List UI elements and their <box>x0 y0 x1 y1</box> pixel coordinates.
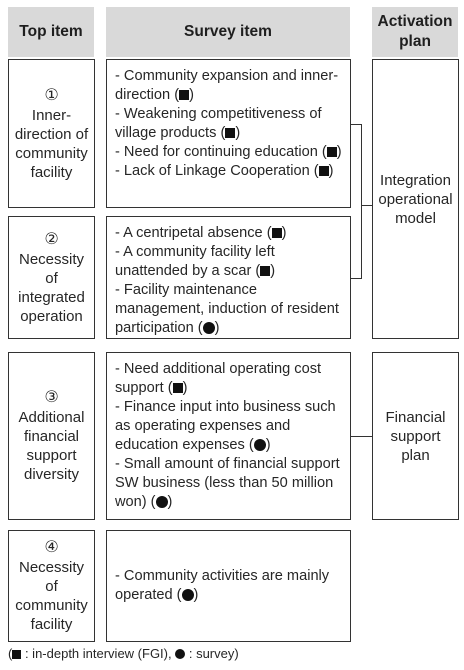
survey-item <box>115 281 344 338</box>
square-marker-icon <box>179 90 189 100</box>
legend-open: ( <box>8 646 13 661</box>
survey-item-text: - Need for continuing education ( <box>115 144 327 160</box>
bracket-vertical <box>361 124 362 279</box>
survey-item <box>115 398 344 455</box>
survey-item-close: ) <box>167 494 173 510</box>
square-marker-icon <box>272 228 282 238</box>
activation-plan-header-label: Activation plan <box>377 13 453 50</box>
survey-item <box>115 360 344 398</box>
top-item-4-number: ④ <box>44 539 59 556</box>
survey-item-close: ) <box>182 380 188 396</box>
survey-item-text: - Need additional operating cost support ( <box>115 361 322 396</box>
top-item-3-label: Additional financial support diversity <box>18 409 85 483</box>
top-item-2 <box>8 216 95 339</box>
legend-circle-text: : survey) <box>185 646 239 661</box>
top-item-4-label: Necessity of community facility <box>15 559 88 633</box>
survey-item-header <box>106 7 350 57</box>
survey-item <box>115 105 344 143</box>
survey-item-close: ) <box>328 163 334 179</box>
survey-item-text: - A community facility left unattended by a scar ( <box>115 244 275 279</box>
survey-item <box>115 455 344 512</box>
plan-integration <box>372 59 459 339</box>
financial-connector <box>351 436 372 437</box>
top-item-header <box>8 7 94 57</box>
survey-item <box>115 162 344 181</box>
square-marker-icon <box>319 166 329 176</box>
circle-marker-icon <box>175 649 185 659</box>
survey-items-3 <box>106 352 351 520</box>
survey-items-1 <box>106 59 351 208</box>
survey-item-close: ) <box>336 144 342 160</box>
survey-item-close: ) <box>270 263 276 279</box>
survey-item <box>115 243 344 281</box>
survey-items-2 <box>106 216 351 339</box>
survey-item <box>115 567 344 605</box>
survey-item-text: - Lack of Linkage Cooperation ( <box>115 163 319 179</box>
survey-item-text: - Facility maintenance management, induction of resident participation ( <box>115 282 339 336</box>
square-marker-icon <box>327 147 337 157</box>
top-item-3 <box>8 352 95 520</box>
plan-financial-label: Financial support plan <box>385 408 446 464</box>
survey-item-header-label: Survey item <box>184 23 272 40</box>
top-item-header-label: Top item <box>19 23 83 40</box>
top-item-3-number: ③ <box>44 389 59 406</box>
circle-marker-icon <box>254 439 266 451</box>
survey-items-4 <box>106 530 351 642</box>
activation-plan-header <box>372 7 458 57</box>
square-marker-icon <box>173 383 183 393</box>
survey-item-close: ) <box>281 225 287 241</box>
top-item-1-number: ① <box>44 86 59 104</box>
legend-square-text: : in-depth interview (FGI), <box>21 646 176 661</box>
top-item-2-number: ② <box>44 230 59 248</box>
survey-item <box>115 143 344 162</box>
survey-item-text: - Finance input into business such as operating expenses and education expenses ( <box>115 399 336 453</box>
plan-integration-label: Integration operational model <box>378 171 453 227</box>
survey-item-close: ) <box>235 125 241 141</box>
top-item-2-label: Necessity of integrated operation <box>18 250 85 325</box>
circle-marker-icon <box>203 322 215 334</box>
survey-item-text: - A centripetal absence ( <box>115 225 272 241</box>
top-item-1-label: Inner-direction of community facility <box>14 106 89 181</box>
top-item-4 <box>8 530 95 642</box>
legend <box>8 646 239 662</box>
survey-item-text: - Community activities are mainly operated ( <box>115 568 330 603</box>
survey-item <box>115 224 344 243</box>
bracket-connector <box>361 205 372 206</box>
survey-item <box>115 67 344 105</box>
survey-item-close: ) <box>265 437 271 453</box>
survey-item-text: - Community expansion and inner-direction ( <box>115 68 339 103</box>
square-marker-icon <box>225 128 235 138</box>
survey-item-close: ) <box>214 320 220 336</box>
survey-item-close: ) <box>193 587 199 603</box>
circle-marker-icon <box>156 496 168 508</box>
top-item-1 <box>8 59 95 208</box>
survey-item-text: - Weakening competitiveness of village products ( <box>115 106 322 141</box>
square-marker-icon <box>12 650 21 659</box>
survey-item-text: - Small amount of financial support SW business (less than 50 million won) ( <box>115 456 340 510</box>
circle-marker-icon <box>182 589 194 601</box>
plan-financial <box>372 352 459 520</box>
survey-item-close: ) <box>189 87 194 103</box>
square-marker-icon <box>260 266 270 276</box>
